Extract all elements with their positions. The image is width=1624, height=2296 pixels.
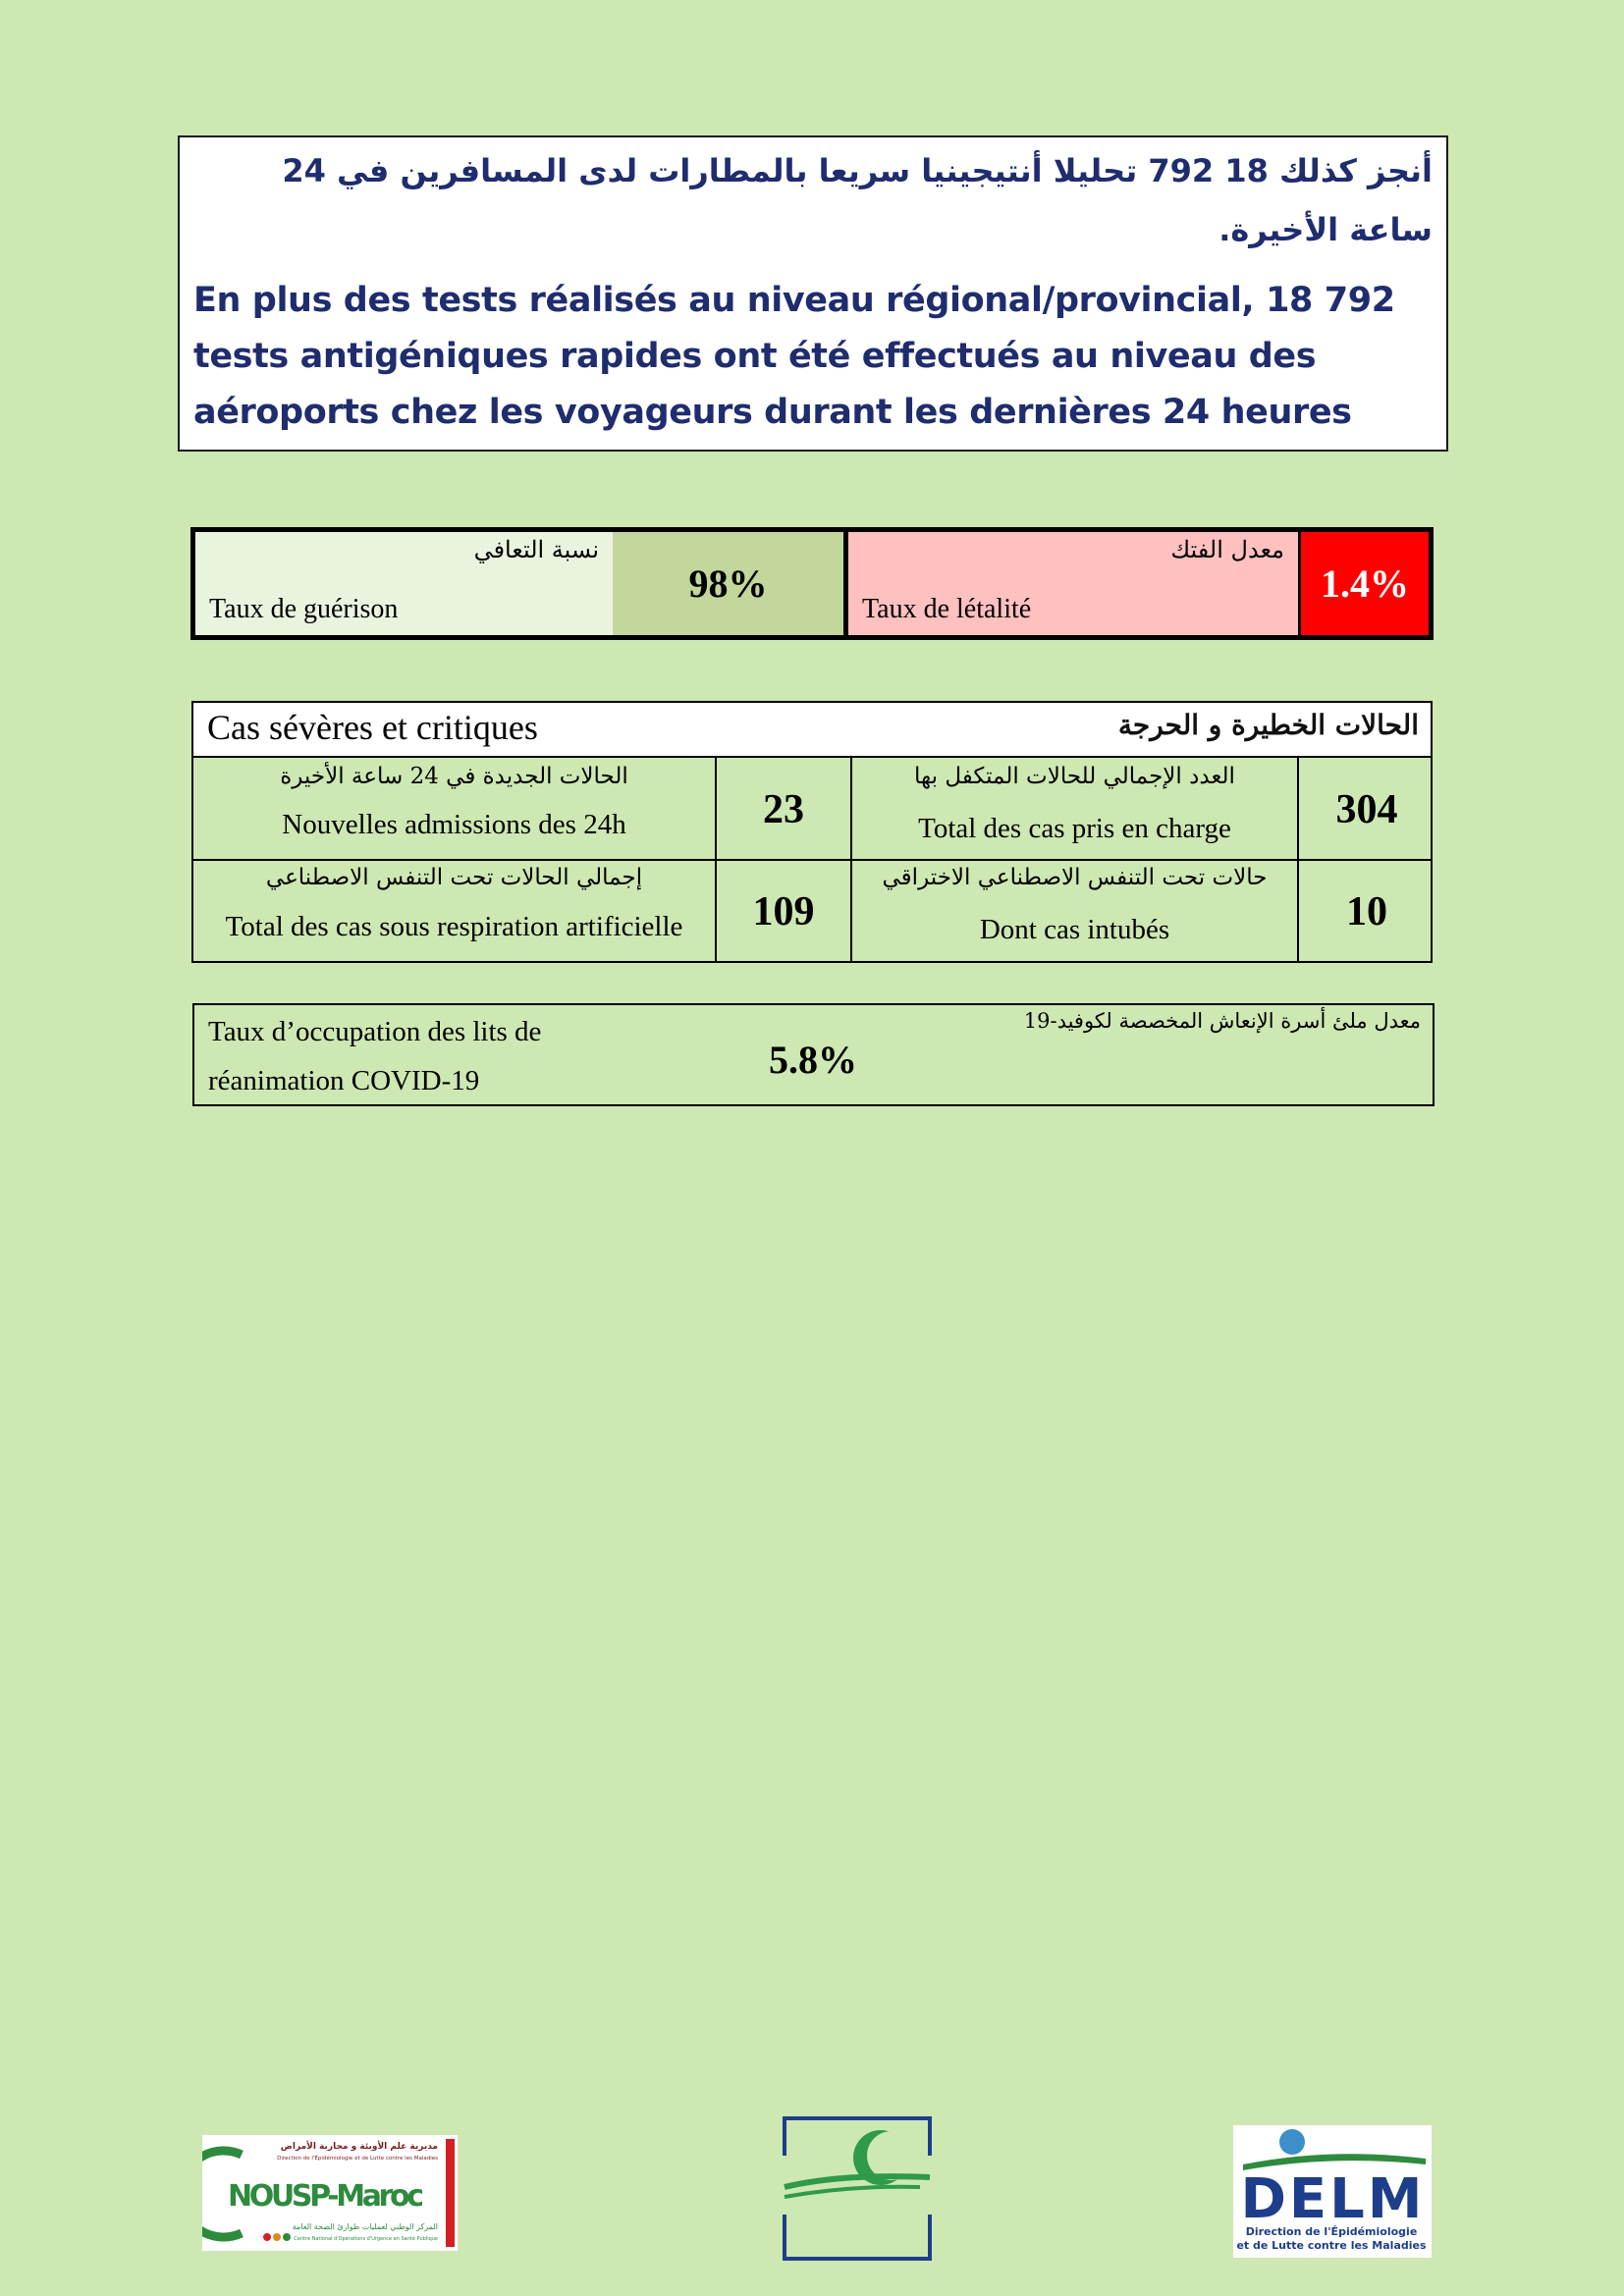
intubated-label-ar: حالات تحت التنفس الاصطناعي الاختراقي xyxy=(882,865,1268,890)
total-cases-label-fr: Total des cas pris en charge xyxy=(918,813,1231,844)
delm-name: DELM xyxy=(1240,2167,1423,2231)
nousp-ar-top: مديرية علم الأوبئة و محاربة الأمراض xyxy=(280,2142,438,2152)
severe-cases-header xyxy=(193,703,1431,758)
icu-occupancy-label-line2: réanimation COVID-19 xyxy=(208,1065,480,1096)
delm-line1: Direction de l'Épidémiologie xyxy=(1245,2225,1418,2238)
artificial-respiration-value: 109 xyxy=(752,889,815,934)
nousp-fr-top: Direction de l'Épidémiologie et de Lutte contre les Maladies xyxy=(277,2156,438,2162)
severe-cases-title-ar: الحالات الخطيرة و الحرجة xyxy=(1117,709,1419,741)
new-admissions-label-ar: الحالات الجديدة في 24 ساعة الأخيرة xyxy=(280,764,628,789)
nousp-name: NOUSP-Maroc xyxy=(228,2179,424,2214)
new-admissions-value: 23 xyxy=(763,786,804,832)
severe-cases-title-fr: Cas sévères et critiques xyxy=(207,708,538,747)
new-admissions-label-fr: Nouvelles admissions des 24h xyxy=(282,809,626,840)
rates-table xyxy=(190,527,1434,640)
crescent-icon xyxy=(783,2116,932,2261)
ministry-health-logo xyxy=(783,2116,932,2261)
antigen-tests-box xyxy=(178,135,1448,452)
intubated-label-fr: Dont cas intubés xyxy=(979,914,1170,945)
nousp-fr-bottom: Centre National d'Opérations d'Urgence en Santé Publique xyxy=(294,2236,438,2242)
lethality-rate-value: 1.4% xyxy=(1321,561,1409,606)
lethality-label-cell xyxy=(848,532,1298,635)
recovery-label-fr: Taux de guérison xyxy=(209,594,399,624)
total-cases-value: 304 xyxy=(1335,786,1398,832)
lethality-label-fr: Taux de létalité xyxy=(862,594,1032,624)
severe-cases-table xyxy=(191,701,1433,963)
antigen-tests-text-fr: En plus des tests réalisés au niveau régional/provincial, 18 792 tests antigéniques rapides ont été effectués au niveau des aéroports chez les voyageurs durant les dernières 24 heures xyxy=(193,281,1395,432)
artificial-respiration-label-ar: إجمالي الحالات تحت التنفس الاصطناعي xyxy=(265,865,643,890)
lethality-label-ar: معدل الفتك xyxy=(1170,536,1284,563)
nousp-logo-graphic xyxy=(202,2135,458,2251)
total-cases-label-ar: العدد الإجمالي للحالات المتكفل بها xyxy=(914,764,1235,789)
recovery-label-cell xyxy=(195,532,613,635)
intubated-value: 10 xyxy=(1346,889,1387,934)
lethality-value-cell xyxy=(1301,532,1429,635)
icu-occupancy-label-fr xyxy=(208,1007,541,1105)
antigen-tests-text-ar: أنجز كذلك 18 792 تحليلا أنتيجينيا سريعا بالمطارات لدى المسافرين في 24 ساعة الأخيرة. xyxy=(282,152,1433,248)
recovery-value-cell xyxy=(613,532,843,635)
nousp-ar-bottom: المركز الوطني لعمليات طوارئ الصحة العامة xyxy=(292,2222,438,2231)
icu-occupancy-value: 5.8% xyxy=(769,1038,857,1082)
artificial-respiration-label-fr: Total des cas sous respiration artificielle xyxy=(225,911,683,942)
nousp-maroc-logo xyxy=(202,2135,458,2251)
delm-logo xyxy=(1233,2125,1432,2258)
icu-occupancy-box xyxy=(192,1003,1435,1106)
icu-occupancy-label-line1: Taux d’occupation des lits de xyxy=(208,1016,542,1047)
recovery-rate-value: 98% xyxy=(688,561,768,606)
recovery-label-ar: نسبة التعافي xyxy=(473,536,599,563)
delm-logo-graphic xyxy=(1233,2125,1432,2258)
icu-occupancy-label-ar: معدل ملئ أسرة الإنعاش المخصصة لكوفيد-19 xyxy=(1023,1009,1421,1033)
delm-line2: et de Lutte contre les Maladies xyxy=(1236,2239,1427,2252)
